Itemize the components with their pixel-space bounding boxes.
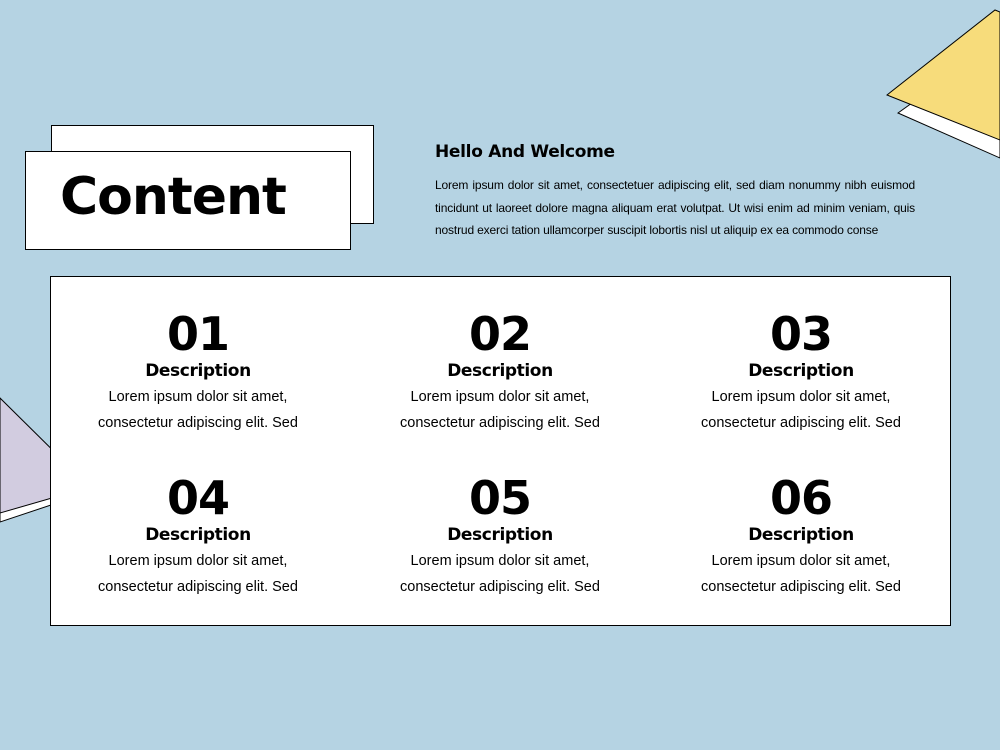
item-description <box>78 384 318 436</box>
item-description-line: consectetur adipiscing elit. Sed <box>701 415 901 431</box>
item-description-line: consectetur adipiscing elit. Sed <box>98 579 298 595</box>
item-number: 03 <box>769 307 832 361</box>
item-description <box>380 548 620 600</box>
item-description <box>681 384 921 436</box>
content-item-02 <box>380 308 620 436</box>
item-title: Description <box>447 525 553 545</box>
item-description-line: Lorem ipsum dolor sit amet, <box>108 553 288 569</box>
item-description <box>681 548 921 600</box>
item-description-line: Lorem ipsum dolor sit amet, <box>410 389 590 405</box>
page-title: Content <box>60 167 286 227</box>
item-description-line: consectetur adipiscing elit. Sed <box>98 415 298 431</box>
item-description-line: Lorem ipsum dolor sit amet, <box>711 389 891 405</box>
item-number: 04 <box>166 471 229 525</box>
content-item-06 <box>681 472 921 600</box>
item-description <box>380 384 620 436</box>
item-number: 01 <box>166 307 229 361</box>
content-item-04 <box>78 472 318 600</box>
item-number: 05 <box>468 471 531 525</box>
item-description-line: Lorem ipsum dolor sit amet, <box>108 389 288 405</box>
yellow-triangle-shadow <box>898 40 1000 158</box>
yellow-triangle <box>887 10 1000 140</box>
content-item-01 <box>78 308 318 436</box>
item-title: Description <box>145 361 251 381</box>
intro-heading: Hello And Welcome <box>435 142 615 162</box>
item-title: Description <box>748 525 854 545</box>
item-description <box>78 548 318 600</box>
item-description-line: consectetur adipiscing elit. Sed <box>701 579 901 595</box>
item-description-line: Lorem ipsum dolor sit amet, <box>410 553 590 569</box>
item-number: 06 <box>769 471 832 525</box>
item-title: Description <box>145 525 251 545</box>
content-item-05 <box>380 472 620 600</box>
item-description-line: consectetur adipiscing elit. Sed <box>400 579 600 595</box>
content-item-03 <box>681 308 921 436</box>
item-title: Description <box>748 361 854 381</box>
item-description-line: Lorem ipsum dolor sit amet, <box>711 553 891 569</box>
item-title: Description <box>447 361 553 381</box>
intro-paragraph: Lorem ipsum dolor sit amet, consectetuer adipiscing elit, sed diam nonummy nibh euismod tincidunt ut laoreet dolore magna aliquam erat volutpat. Ut wisi enim ad minim veniam, quis nostrud exerci tation ullamcorper suscipit lobortis nisl ut aliquip ex ea commodo conse <box>435 178 915 237</box>
item-number: 02 <box>468 307 531 361</box>
item-description-line: consectetur adipiscing elit. Sed <box>400 415 600 431</box>
